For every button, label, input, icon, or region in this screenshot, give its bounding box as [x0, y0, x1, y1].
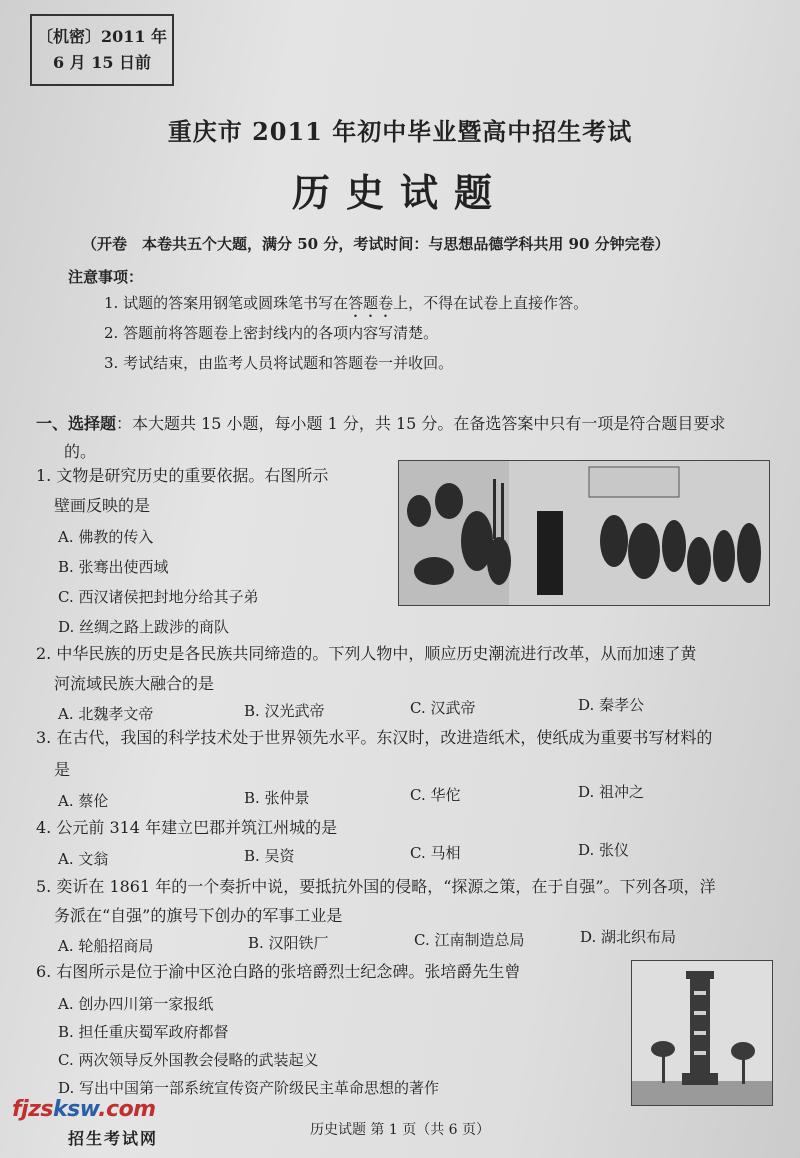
watermark-logo-b: ksw	[53, 1097, 99, 1122]
watermark-logo-a: fjzs	[12, 1097, 54, 1122]
q2-option-a: A. 北魏孝文帝	[58, 705, 154, 723]
q6-option-c: C. 两次领导反外国教会侵略的武装起义	[58, 1051, 319, 1069]
notice-list	[104, 292, 588, 382]
q5-option-a: A. 轮船招商局	[58, 937, 154, 955]
confidential-stamp	[30, 14, 174, 86]
q4-option-a: A. 文翁	[58, 850, 109, 868]
watermark-logo-c: .com	[98, 1097, 156, 1122]
q6-stem-line-1: 6. 右图所示是位于渝中区沧白路的张培爵烈士纪念碑。张培爵先生曾	[36, 962, 521, 981]
section-1-heading	[36, 410, 776, 466]
q3-option-d: D. 祖冲之	[578, 783, 645, 801]
q2-stem-line-1: 2. 中华民族的历史是各民族共同缔造的。下列人物中，顺应历史潮流进行改革，从而加速了黄	[36, 644, 697, 663]
q3-stem-line-2: 是	[54, 760, 71, 779]
q1-option-b: B. 张骞出使西域	[58, 558, 169, 576]
q5-option-d: D. 湖北织布局	[580, 928, 677, 946]
q1-option-c: C. 西汉诸侯把封地分给其子弟	[58, 588, 259, 606]
q3-option-c: C. 华佗	[410, 786, 461, 804]
memorial-monument-icon	[632, 961, 773, 1106]
confidential-line-2: 6 月 15 日前	[52, 53, 152, 72]
notice-item-1	[104, 292, 588, 322]
q2-stem-line-2: 河流域民族大融合的是	[54, 674, 215, 693]
q5-stem-line-2: 务派在“自强”的旗号下创办的军事工业是	[54, 906, 343, 925]
section-1-label: 一、选择题	[36, 414, 117, 433]
subject-title: 历史试题	[291, 170, 508, 215]
q3-option-b: B. 张仲景	[244, 789, 310, 807]
section-1-text-cont: 的。	[64, 442, 97, 461]
watermark-logo	[12, 1097, 156, 1122]
q5-option-c: C. 江南制造总局	[414, 931, 525, 949]
notice-item-3: 3. 考试结束，由监考人员将试题和答题卷一并收回。	[104, 354, 454, 372]
q2-option-c: C. 汉武帝	[410, 699, 476, 717]
q4-option-b: B. 吴资	[244, 847, 295, 865]
q4-option-c: C. 马相	[410, 844, 461, 862]
notice-item-2: 2. 答题前将答题卷上密封线内的各项内容写清楚。	[104, 324, 439, 342]
q4-stem-line-1: 4. 公元前 314 年建立巴郡并筑江州城的是	[36, 818, 338, 837]
exam-instructions: （开卷 本卷共五个大题，满分 50 分，考试时间：与思想品德学科共用 90 分钟完卷）	[82, 235, 670, 253]
page-footer: 历史试题 第 1 页（共 6 页）	[309, 1122, 491, 1138]
exam-title: 重庆市 2011 年初中毕业暨高中招生考试	[167, 117, 633, 146]
watermark-subtitle: 招生考试网	[68, 1129, 159, 1148]
q1-stem-line-1: 1. 文物是研究历史的重要依据。右图所示	[36, 466, 329, 485]
q6-option-d: D. 写出中国第一部系统宣传资产阶级民主革命思想的著作	[58, 1079, 440, 1097]
mural-image	[398, 460, 770, 606]
q1-option-d: D. 丝绸之路上跋涉的商队	[58, 618, 230, 636]
q1-stem-line-2: 壁画反映的是	[54, 496, 151, 515]
q5-stem-line-1: 5. 奕䜣在 1861 年的一个奏折中说，要抵抗外国的侵略，“探源之策，在于自强”。下列各项，洋	[36, 877, 716, 896]
q5-option-b: B. 汉阳铁厂	[248, 934, 329, 952]
notice-title: 注意事项：	[68, 268, 144, 286]
q4-option-d: D. 张仪	[578, 841, 630, 859]
q3-option-a: A. 蔡伦	[58, 792, 109, 810]
monument-image	[631, 960, 773, 1106]
q2-option-d: D. 秦孝公	[578, 696, 645, 714]
q3-stem-line-1: 3. 在古代，我国的科学技术处于世界领先水平。东汉时，改进造纸术，使纸成为重要书写材料的	[36, 728, 713, 747]
confidential-line-1: 〔机密〕2011 年	[36, 27, 168, 46]
notice-item-1-pre: 1. 试题的答案用钢笔或圆珠笔书写在	[104, 294, 349, 312]
notice-item-1-emphasis: 答题卷	[348, 294, 394, 312]
q6-option-b: B. 担任重庆蜀军政府都督	[58, 1023, 229, 1041]
q6-option-a: A. 创办四川第一家报纸	[58, 995, 214, 1013]
q1-option-a: A. 佛教的传入	[58, 528, 154, 546]
notice-item-1-post: 上，不得在试卷上直接作答。	[393, 294, 589, 312]
section-1-text: ：本大题共 15 小题，每小题 1 分，共 15 分。在备选答案中只有一项是符合题目要求	[116, 414, 726, 433]
q2-option-b: B. 汉光武帝	[244, 702, 325, 720]
mural-figures-icon	[399, 461, 770, 606]
